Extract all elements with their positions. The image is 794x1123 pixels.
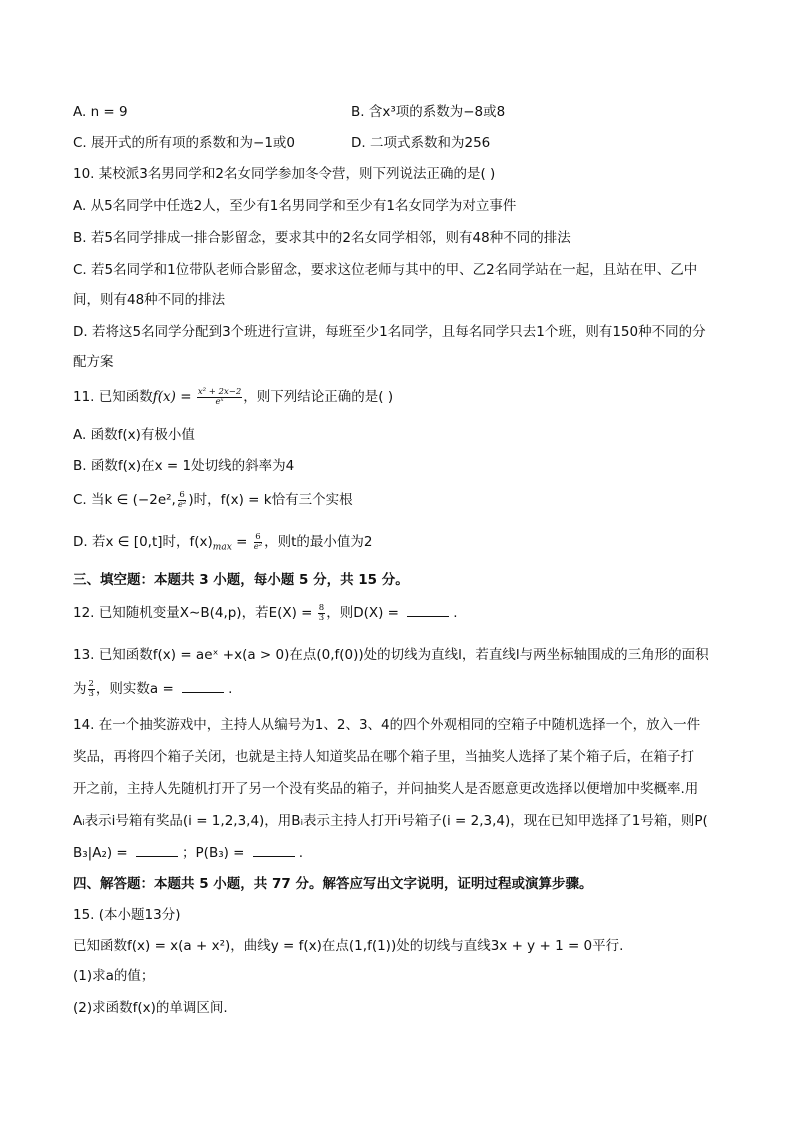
q11-option-c (73, 490, 353, 510)
q11-c-num: 6 (179, 489, 185, 500)
q12-post: ，则D(X) = (326, 605, 404, 621)
q10-option-c-line2: 间，则有48种不同的排法 (73, 292, 226, 308)
q11-prefix: 11. 已知函数 (73, 389, 153, 405)
q13-end: . (228, 681, 233, 697)
q11-c-fraction (177, 491, 187, 510)
q13-answer-blank[interactable] (182, 680, 224, 693)
q14-line1: 14. 在一个抽奖游戏中，主持人从编号为1、2、3、4的四个外观相同的空箱子中随机选择一个，放入一件 (73, 717, 701, 733)
q11-suffix: ，则下列结论正确的是( ) (243, 389, 394, 405)
q13-post: ，则实数a = (95, 681, 179, 697)
q10-option-d-line1: D. 若将这5名同学分配到3个班进行宣讲，每班至少1名同学，且每名同学只去1个班，则有150种不同的分 (73, 324, 706, 340)
q14-line3: 开之前，主持人先随机打开了另一个没有奖品的箱子，并问抽奖人是否愿意更改选择以便增加中奖概率.用 (73, 781, 699, 797)
section-4-heading: 四、解答题：本题共 5 小题，共 77 分。解答应写出文字说明，证明过程或演算步骤。 (73, 876, 593, 892)
q14-line5-mid: ；P(B₃) = (182, 845, 249, 861)
q13-den: 3 (88, 688, 94, 699)
q9-option-d: D. 二项式系数和为256 (351, 135, 491, 151)
q9-option-a: A. n = 9 (73, 104, 128, 120)
q13-fraction (88, 680, 95, 699)
q10-option-b: B. 若5名同学排成一排合影留念，要求其中的2名女同学相邻，则有48种不同的排法 (73, 230, 571, 246)
q11-stem (73, 387, 393, 407)
q15-stem: 已知函数f(x) = x(a + x²)，曲线y = f(x)在点(1,f(1))处的切线与直线3x + y + 1 = 0平行. (73, 938, 624, 954)
q14-line5-end: . (298, 845, 304, 861)
q11-c-den: e² (177, 499, 187, 510)
q10-option-d-line2: 配方案 (73, 354, 114, 370)
q15-title: 15. (本小题13分) (73, 907, 181, 923)
q11-option-d (73, 532, 373, 558)
q10-option-c-line1: C. 若5名同学和1位带队老师合影留念，要求这位老师与其中的甲、乙2名同学站在一起，且站在甲、乙中 (73, 262, 698, 278)
q14-line2: 奖品，再将四个箱子关闭，也就是主持人知道奖品在哪个箱子里，当抽奖人选择了某个箱子后，在箱子打 (73, 749, 694, 765)
q11-d-eq: = (231, 534, 252, 550)
q11-d-post: ，则t的最小值为2 (264, 534, 373, 550)
q12 (73, 603, 458, 623)
q14-answer-blank-2[interactable] (253, 844, 295, 857)
q15-part2: (2)求函数f(x)的单调区间. (73, 1000, 228, 1016)
q11-d-sub: max (212, 542, 232, 553)
q10-option-a: A. 从5名同学中任选2人，至少有1名男同学和至少有1名女同学为对立事件 (73, 198, 517, 214)
q14-line5 (73, 843, 303, 863)
q9-option-c: C. 展开式的所有项的系数和为−1或0 (73, 135, 295, 151)
q11-d-num: 6 (255, 531, 261, 542)
q15-part1: (1)求a的值； (73, 968, 155, 984)
q12-pre: 12. 已知随机变量X∼B(4,p)，若E(X) = (73, 605, 317, 621)
q12-den: 3 (318, 612, 325, 623)
q13-pre: 为 (73, 681, 87, 697)
q11-denominator: eˣ (215, 396, 224, 407)
q14-answer-blank-1[interactable] (136, 844, 178, 857)
q12-answer-blank[interactable] (407, 604, 449, 617)
q12-fraction (318, 604, 325, 623)
q11-c-post: )时，f(x) = k恰有三个实根 (188, 492, 353, 508)
q14-line5-pre: B₃|A₂) = (73, 845, 133, 861)
q14-line4: Aᵢ表示i号箱有奖品(i = 1,2,3,4)，用Bᵢ表示主持人打开i号箱子(i = 2,3,4)，现在已知甲选择了1号箱，则P( (73, 813, 708, 829)
q12-num: 8 (318, 602, 325, 613)
q11-d-den: e² (253, 541, 263, 552)
q11-option-a: A. 函数f(x)有极小值 (73, 427, 195, 443)
q11-option-b: B. 函数f(x)在x = 1处切线的斜率为4 (73, 458, 295, 474)
q9-option-b: B. 含x³项的系数为−8或8 (351, 104, 506, 120)
section-3-heading: 三、填空题：本题共 3 小题，每小题 5 分，共 15 分。 (73, 572, 409, 588)
q12-end: . (453, 605, 458, 621)
q11-fx: f(x) = (152, 389, 196, 405)
q11-c-pre: C. 当k ∈ (−2e², (73, 492, 176, 508)
q11-fraction (197, 388, 242, 407)
q11-numerator: x² + 2x−2 (197, 386, 242, 397)
q11-d-pre: D. 若x ∈ [0,t]时，f(x) (73, 534, 213, 550)
q11-d-fraction (253, 533, 263, 552)
q13-line2 (73, 679, 232, 699)
q10-stem: 10. 某校派3名男同学和2名女同学参加冬令营，则下列说法正确的是( ) (73, 166, 496, 182)
q13-num: 2 (88, 678, 94, 689)
q13-line1: 13. 已知函数f(x) = aeˣ +x(a > 0)在点(0,f(0))处的切线为直线l，若直线l与两坐标轴围成的三角形的面积 (73, 647, 709, 663)
